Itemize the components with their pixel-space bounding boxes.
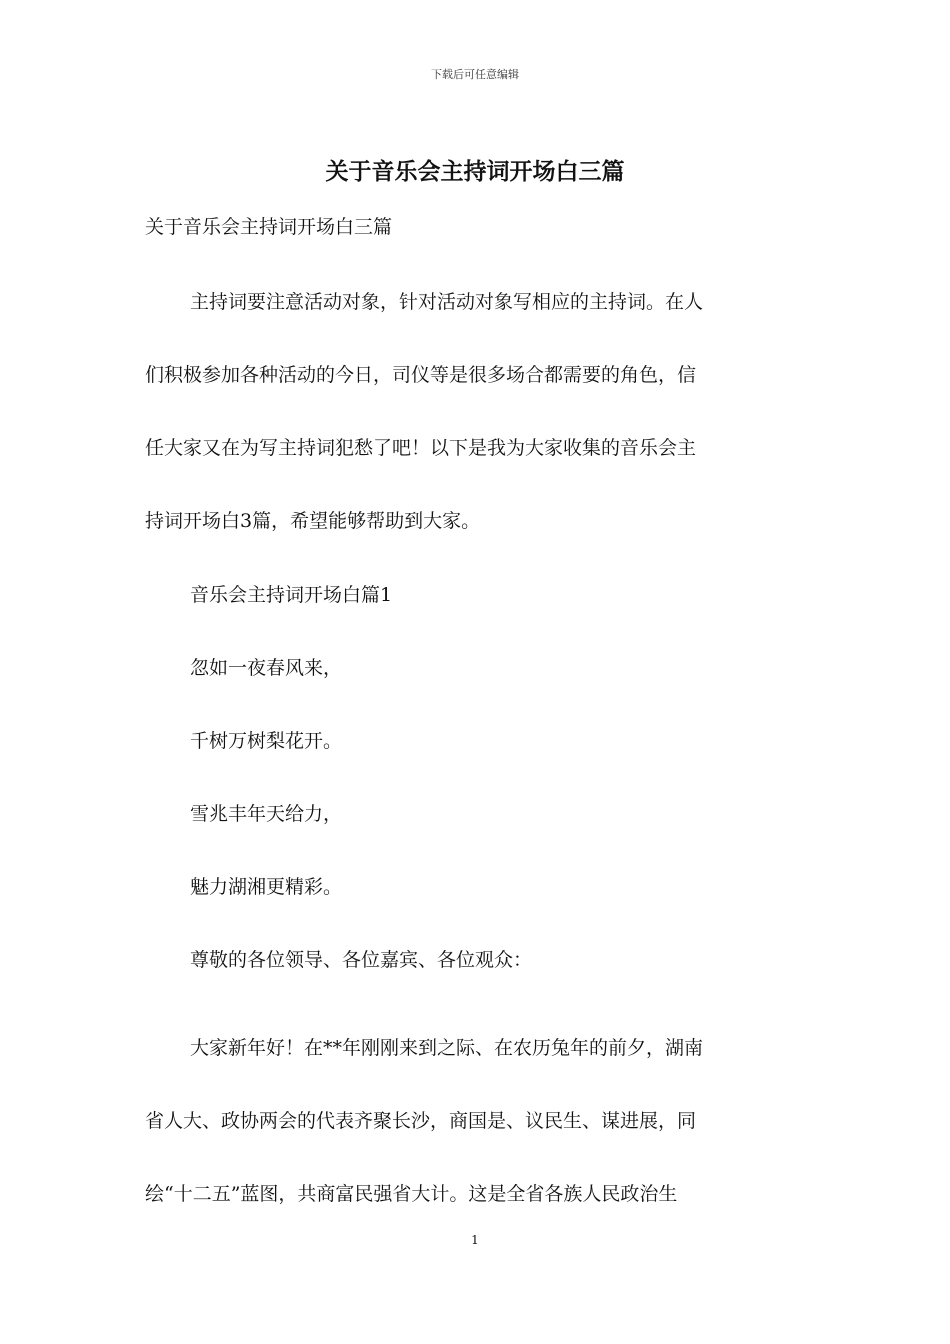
section-heading: 音乐会主持词开场白篇1 <box>190 584 393 606</box>
paragraph-line: 绘“十二五”蓝图，共商富民强省大计。这是全省各族人民政治生 <box>145 1183 678 1205</box>
verse-line: 雪兆丰年天给力， <box>190 803 343 825</box>
paragraph-line: 大家新年好！在**年刚刚来到之际、在农历兔年的前夕，湖南 <box>190 1037 704 1059</box>
verse-line: 忽如一夜春风来， <box>190 657 343 679</box>
document-title: 关于音乐会主持词开场白三篇 <box>325 158 625 185</box>
paragraph-line: 们积极参加各种活动的今日，司仪等是很多场合都需要的角色，信 <box>145 364 697 386</box>
paragraph-line: 省人大、政协两会的代表齐聚长沙，商国是、议民生、谋进展，同 <box>145 1110 697 1132</box>
page-number: 1 <box>471 1233 479 1247</box>
paragraph-line: 持词开场白3篇，希望能够帮助到大家。 <box>145 510 481 532</box>
paragraph-line: 主持词要注意活动对象，针对活动对象写相应的主持词。在人 <box>190 291 704 313</box>
verse-line: 千树万树梨花开。 <box>190 730 343 752</box>
document-subtitle: 关于音乐会主持词开场白三篇 <box>145 216 393 238</box>
header-note: 下载后可任意编辑 <box>431 68 519 81</box>
paragraph-line: 任大家又在为写主持词犯愁了吧！以下是我为大家收集的音乐会主 <box>145 437 697 459</box>
verse-line: 魅力湖湘更精彩。 <box>190 876 343 898</box>
salutation-line: 尊敬的各位领导、各位嘉宾、各位观众： <box>190 949 533 971</box>
